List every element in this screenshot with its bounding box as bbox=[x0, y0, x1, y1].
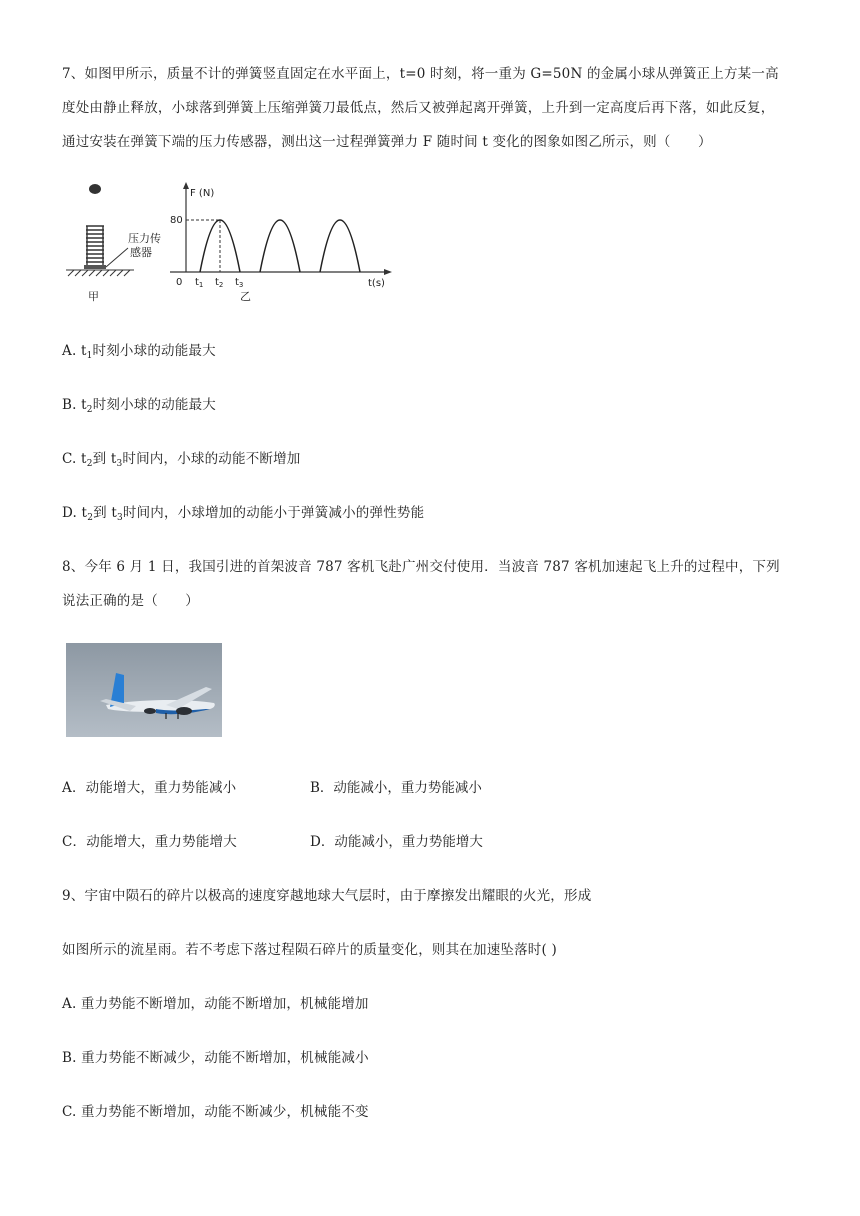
y-axis-label: F (N) bbox=[190, 188, 215, 199]
q8-option-d: D．动能减小，重力势能增大 bbox=[310, 834, 483, 850]
t1-label: $t_1$ bbox=[195, 277, 204, 289]
ball-icon bbox=[89, 184, 101, 194]
sensor-pointer bbox=[106, 248, 128, 267]
q9-option-c: C. 重力势能不断增加，动能不断减少，机械能不变 bbox=[62, 1104, 369, 1120]
q7-option-c: C. $t_2$到 $t_3$时间内，小球的动能不断增加 bbox=[62, 451, 301, 469]
q9-stem-line-2: 如图所示的流星雨。若不考虑下落过程陨石碎片的质量变化，则其在加速坠落时( ) bbox=[62, 942, 557, 958]
force-hump-3 bbox=[320, 220, 360, 272]
q8-option-a: A．动能增大，重力势能减小 bbox=[62, 780, 237, 796]
q9-option-a: A. 重力势能不断增加，动能不断增加，机械能增加 bbox=[62, 996, 369, 1012]
label-jia: 甲 bbox=[88, 290, 99, 303]
q8-stem-line-1: 8、今年 6 月 1 日，我国引进的首架波音 787 客机飞赴广州交付使用．当波音 787 客机加速起飞上升的过程中，下列 bbox=[62, 559, 780, 575]
t3-label: $t_3$ bbox=[235, 277, 244, 289]
q7-stem-line-3: 通过安装在弹簧下端的压力传感器，测出这一过程弹簧弹力 F 随时间 t 变化的图象如图乙所示，则（ ） bbox=[62, 134, 712, 150]
q8-option-b: B．动能减小，重力势能减小 bbox=[310, 780, 482, 796]
q7-option-d: D. $t_2$到 $t_3$时间内，小球增加的动能小于弹簧减小的弹性势能 bbox=[62, 505, 425, 523]
q8-option-c: C．动能增大，重力势能增大 bbox=[62, 834, 237, 850]
q7-option-a: A. $t_1$时刻小球的动能最大 bbox=[62, 343, 216, 361]
q7-stem-line-2: 度处由静止释放，小球落到弹簧上压缩弹簧刀最低点，然后又被弹起离开弹簧，上升到一定高度后再下落，如此反复， bbox=[62, 100, 775, 116]
q7-figure bbox=[62, 176, 398, 304]
origin-label: 0 bbox=[176, 277, 183, 288]
q9-option-b: B. 重力势能不断减少，动能不断增加，机械能减小 bbox=[62, 1050, 369, 1066]
sensor-label-2: 感器 bbox=[130, 246, 152, 259]
q7-stem-line-1: 7、如图甲所示，质量不计的弹簧竖直固定在水平面上，t=0 时刻，将一重为 G=50N 的金属小球从弹簧正上方某一高 bbox=[62, 66, 779, 82]
q9-stem-line-1: 9、宇宙中陨石的碎片以极高的速度穿越地球大气层时，由于摩擦发出耀眼的火光，形成 bbox=[62, 888, 592, 904]
label-yi: 乙 bbox=[240, 290, 251, 303]
sensor-label-1: 压力传 bbox=[128, 232, 161, 245]
sensor-block bbox=[84, 265, 106, 269]
x-axis-arrow bbox=[384, 269, 392, 275]
q8-stem-line-2: 说法正确的是（ ） bbox=[62, 593, 199, 609]
airplane-photo bbox=[66, 643, 222, 737]
ground-hatch bbox=[66, 270, 134, 276]
t2-label: $t_2$ bbox=[215, 277, 224, 289]
x-axis-label: t(s) bbox=[368, 278, 385, 289]
y-axis-arrow bbox=[183, 182, 189, 189]
y-tick-80: 80 bbox=[170, 215, 183, 226]
q7-option-b: B. $t_2$时刻小球的动能最大 bbox=[62, 397, 217, 415]
force-hump-2 bbox=[260, 220, 300, 272]
spring-icon bbox=[86, 226, 104, 266]
